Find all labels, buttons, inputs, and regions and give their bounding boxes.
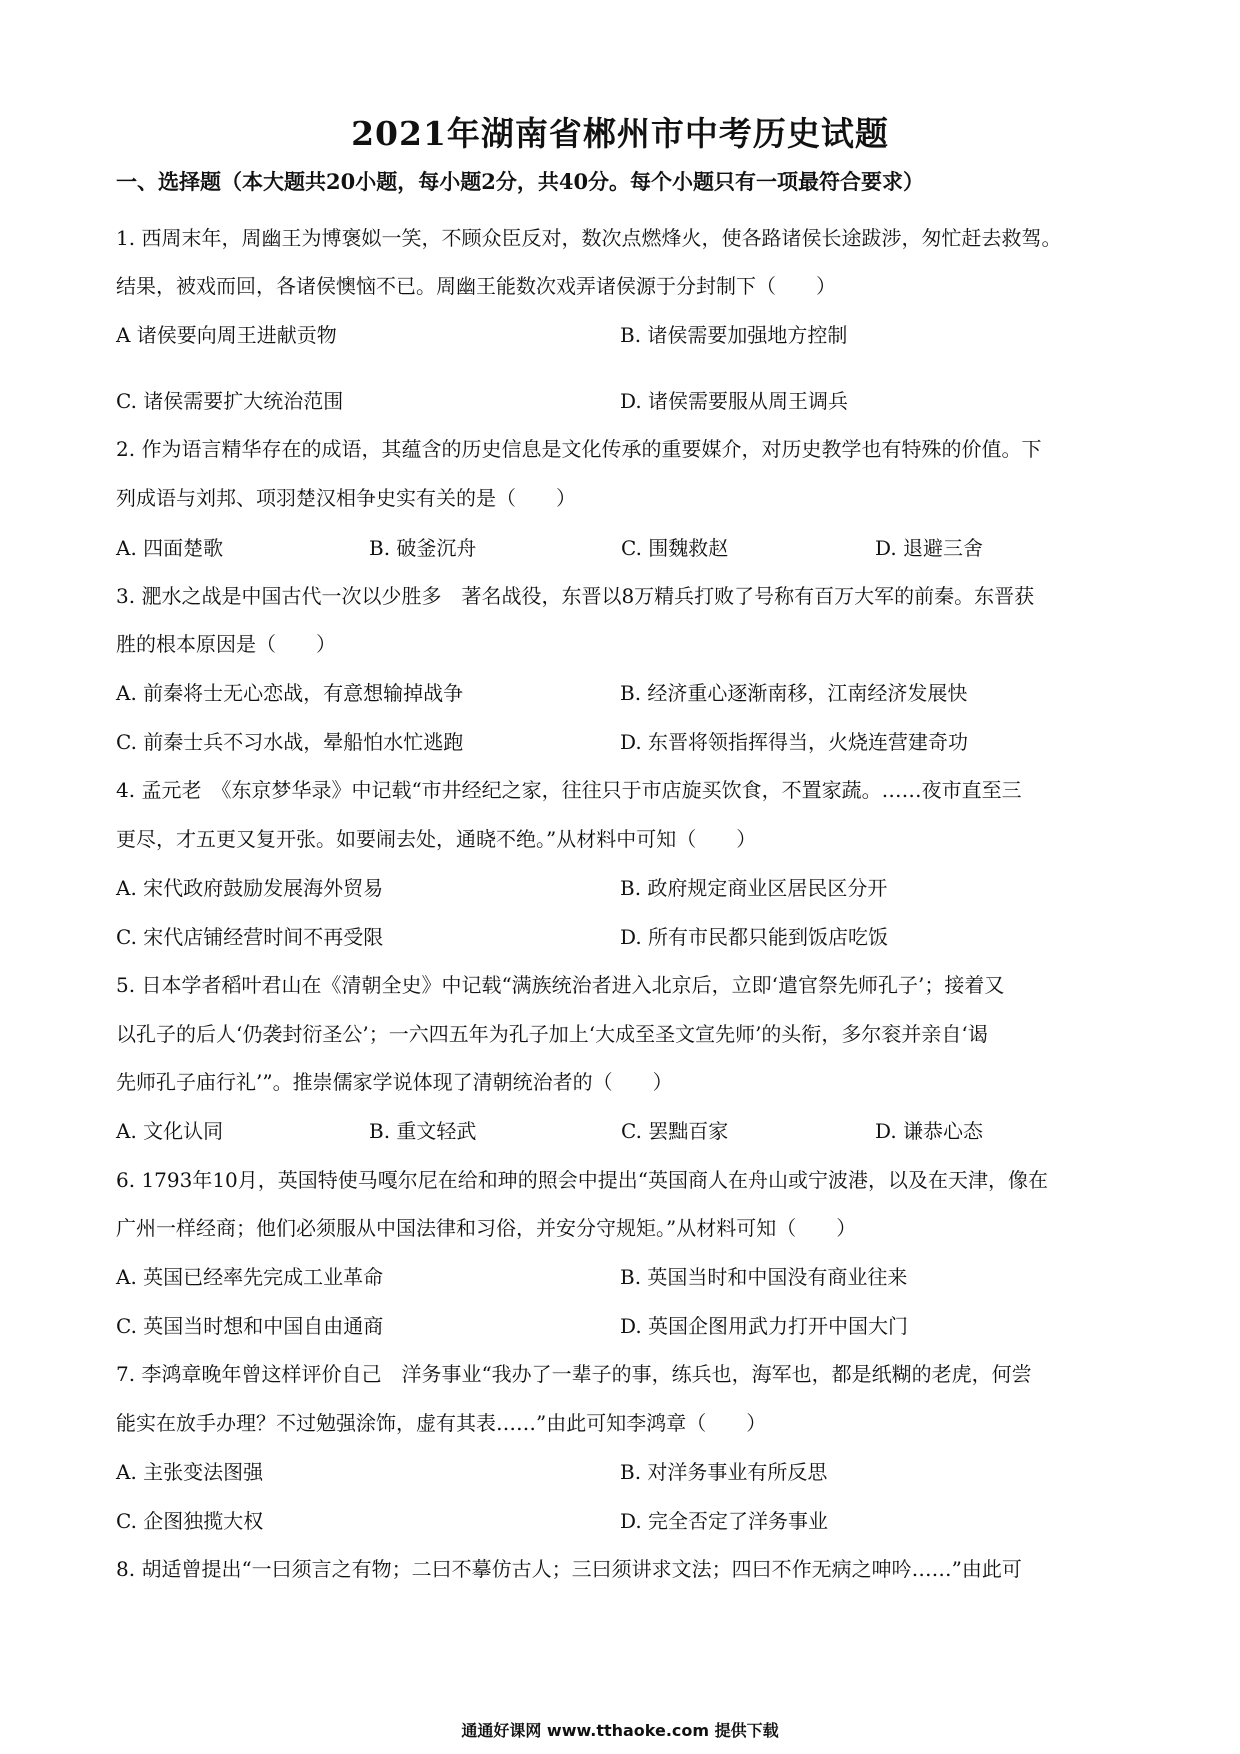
question-6-option-a: A. 英国已经率先完成工业革命 [116, 1265, 384, 1289]
question-4-option-a: A. 宋代政府鼓励发展海外贸易 [116, 876, 384, 900]
question-5-line-3: 先师孔子庙行礼’”。推崇儒家学说体现了清朝统治者的（ ） [116, 1070, 673, 1094]
question-5-option-d: D. 谦恭心态 [875, 1119, 984, 1143]
question-7-option-c: C. 企图独揽大权 [116, 1509, 264, 1533]
question-3-option-a: A. 前秦将士无心恋战，有意想输掉战争 [116, 681, 464, 705]
question-7-line-2: 能实在放手办理？不过勉强涂饰，虚有其表……”由此可知李鸿章（ ） [116, 1411, 767, 1435]
question-1-option-c: C. 诸侯需要扩大统治范围 [116, 389, 344, 413]
question-6-line-2: 广州一样经商；他们必须服从中国法律和习俗，并安分守规矩。”从材料可知（ ） [116, 1216, 857, 1240]
question-1-option-b: B. 诸侯需要加强地方控制 [620, 323, 848, 347]
question-6-option-b: B. 英国当时和中国没有商业往来 [620, 1265, 908, 1289]
question-7-option-d: D. 完全否定了洋务事业 [620, 1509, 829, 1533]
question-1-option-d: D. 诸侯需要服从周王调兵 [620, 389, 849, 413]
question-2-line-1: 2. 作为语言精华存在的成语，其蕴含的历史信息是文化传承的重要媒介，对历史教学也有特殊的价值。下 [116, 437, 1042, 461]
question-1-line-1: 1. 西周末年，周幽王为博褒姒一笑，不顾众臣反对，数次点燃烽火，使各路诸侯长途跋涉，匆忙赶去救驾。 [116, 226, 1062, 250]
question-2-option-d: D. 退避三舍 [875, 536, 984, 560]
section-heading: 一、选择题（本大题共20小题，每小题2分，共40分。每个小题只有一项最符合要求） [116, 169, 925, 194]
question-2-option-b: B. 破釜沉舟 [369, 536, 477, 560]
question-5-option-b: B. 重文轻武 [369, 1119, 477, 1143]
question-7-option-b: B. 对洋务事业有所反思 [620, 1460, 828, 1484]
question-7-line-1: 7. 李鸿章晚年曾这样评价自己 洋务事业“我办了一辈子的事，练兵也，海军也，都是纸糊的老虎，何尝 [116, 1362, 1032, 1386]
question-4-line-1: 4. 孟元老 《东京梦华录》中记载“市井经纪之家，往往只于市店旋买饮食，不置家蔬。……夜市直至三 [116, 778, 1022, 802]
question-1-line-2: 结果，被戏而回，各诸侯懊恼不已。周幽王能数次戏弄诸侯源于分封制下（ ） [116, 274, 836, 298]
question-2-option-c: C. 围魏救赵 [621, 536, 729, 560]
question-3-option-b: B. 经济重心逐渐南移，江南经济发展快 [620, 681, 968, 705]
question-6-line-1: 6. 1793年10月，英国特使马嘎尔尼在给和珅的照会中提出“英国商人在舟山或宁波港，以及在天津，像在 [116, 1168, 1049, 1192]
question-4-option-d: D. 所有市民都只能到饭店吃饭 [620, 925, 889, 949]
question-1-option-a: A 诸侯要向周王进献贡物 [116, 323, 337, 347]
question-4-option-c: C. 宋代店铺经营时间不再受限 [116, 925, 384, 949]
page-title: 2021年湖南省郴州市中考历史试题 [351, 114, 889, 153]
question-4-option-b: B. 政府规定商业区居民区分开 [620, 876, 888, 900]
question-5-option-c: C. 罢黜百家 [621, 1119, 729, 1143]
question-2-option-a: A. 四面楚歌 [116, 536, 224, 560]
question-6-option-d: D. 英国企图用武力打开中国大门 [620, 1314, 909, 1338]
question-5-line-1: 5. 日本学者稻叶君山在《清朝全史》中记载“满族统治者进入北京后，立即‘遣官祭先师孔子’；接着又 [116, 973, 1005, 997]
question-2-line-2: 列成语与刘邦、项羽楚汉相争史实有关的是（ ） [116, 486, 576, 510]
question-6-option-c: C. 英国当时想和中国自由通商 [116, 1314, 384, 1338]
question-7-option-a: A. 主张变法图强 [116, 1460, 264, 1484]
question-5-line-2: 以孔子的后人‘仍袭封衍圣公’；一六四五年为孔子加上‘大成至圣文宣先师’的头衔，多尔衮并亲自‘谒 [116, 1022, 988, 1046]
question-4-line-2: 更尽，才五更又复开张。如要闹去处，通晓不绝。”从材料中可知（ ） [116, 827, 757, 851]
question-3-option-c: C. 前秦士兵不习水战，晕船怕水忙逃跑 [116, 730, 464, 754]
question-3-line-2: 胜的根本原因是（ ） [116, 632, 336, 656]
question-3-option-d: D. 东晋将领指挥得当，火烧连营建奇功 [620, 730, 969, 754]
question-5-option-a: A. 文化认同 [116, 1119, 224, 1143]
footer-watermark: 通通好课网 www.tthaoke.com 提供下载 [461, 1721, 779, 1740]
question-8-line-1: 8. 胡适曾提出“一曰须言之有物；二曰不摹仿古人；三曰须讲求文法；四曰不作无病之呻吟……”由此可 [116, 1557, 1022, 1581]
question-3-line-1: 3. 淝水之战是中国古代一次以少胜多 著名战役，东晋以8万精兵打败了号称有百万大军的前秦。东晋获 [116, 584, 1035, 608]
